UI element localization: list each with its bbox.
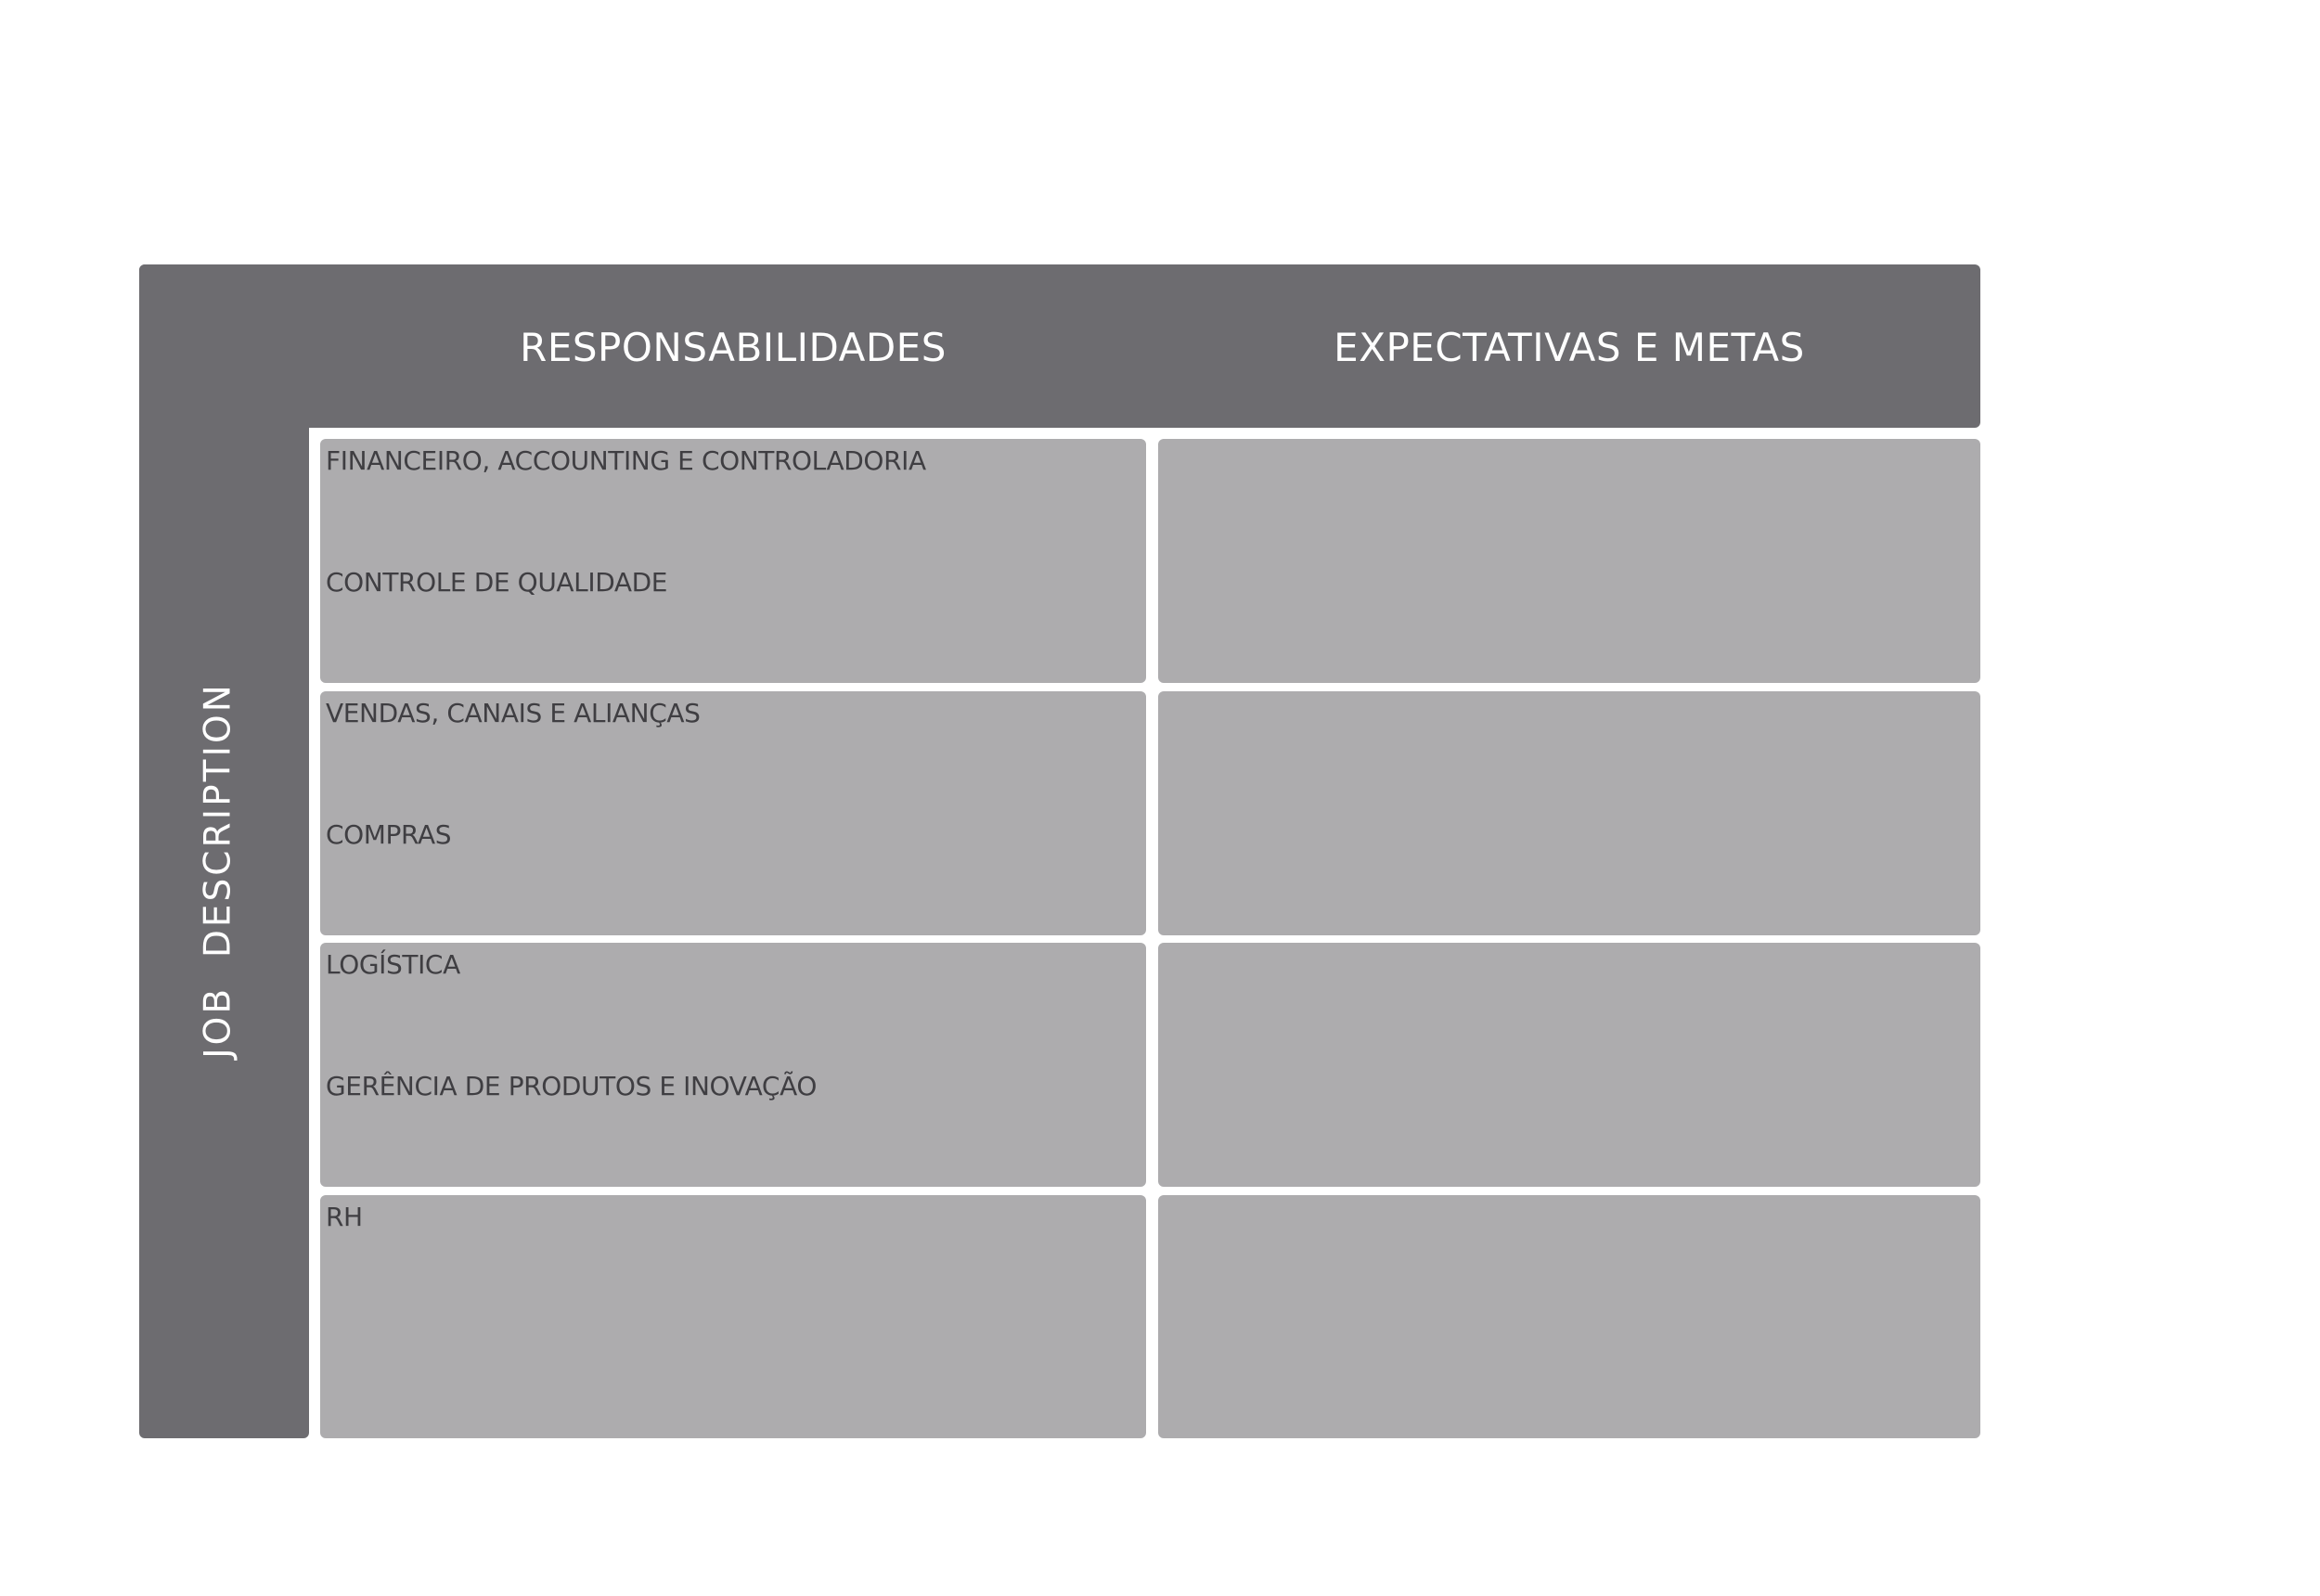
responsibility-item: GERÊNCIA DE PRODUTOS E INOVAÇÃO — [326, 1071, 817, 1101]
responsibility-cell-4 — [320, 1195, 1146, 1438]
responsibility-item: RH — [326, 1202, 363, 1232]
responsibility-item: FINANCEIRO, ACCOUNTING E CONTROLADORIA — [326, 445, 926, 476]
expectation-cell-2 — [1158, 691, 1980, 935]
responsibility-item: COMPRAS — [326, 819, 452, 850]
side-label-job-description: JOB DESCRIPTION — [197, 682, 239, 1059]
column-header-expectations: EXPECTATIVAS E METAS — [1334, 325, 1805, 370]
responsibility-item: LOGÍSTICA — [326, 949, 460, 980]
responsibility-cell-3 — [320, 943, 1146, 1187]
responsibility-cell-1 — [320, 439, 1146, 683]
expectation-cell-4 — [1158, 1195, 1980, 1438]
responsibility-item: VENDAS, CANAIS E ALIANÇAS — [326, 698, 701, 728]
responsibility-cell-2 — [320, 691, 1146, 935]
expectation-cell-3 — [1158, 943, 1980, 1187]
responsibility-item: CONTROLE DE QUALIDADE — [326, 567, 668, 598]
column-header-responsibilities: RESPONSABILIDADES — [520, 325, 947, 370]
expectation-cell-1 — [1158, 439, 1980, 683]
